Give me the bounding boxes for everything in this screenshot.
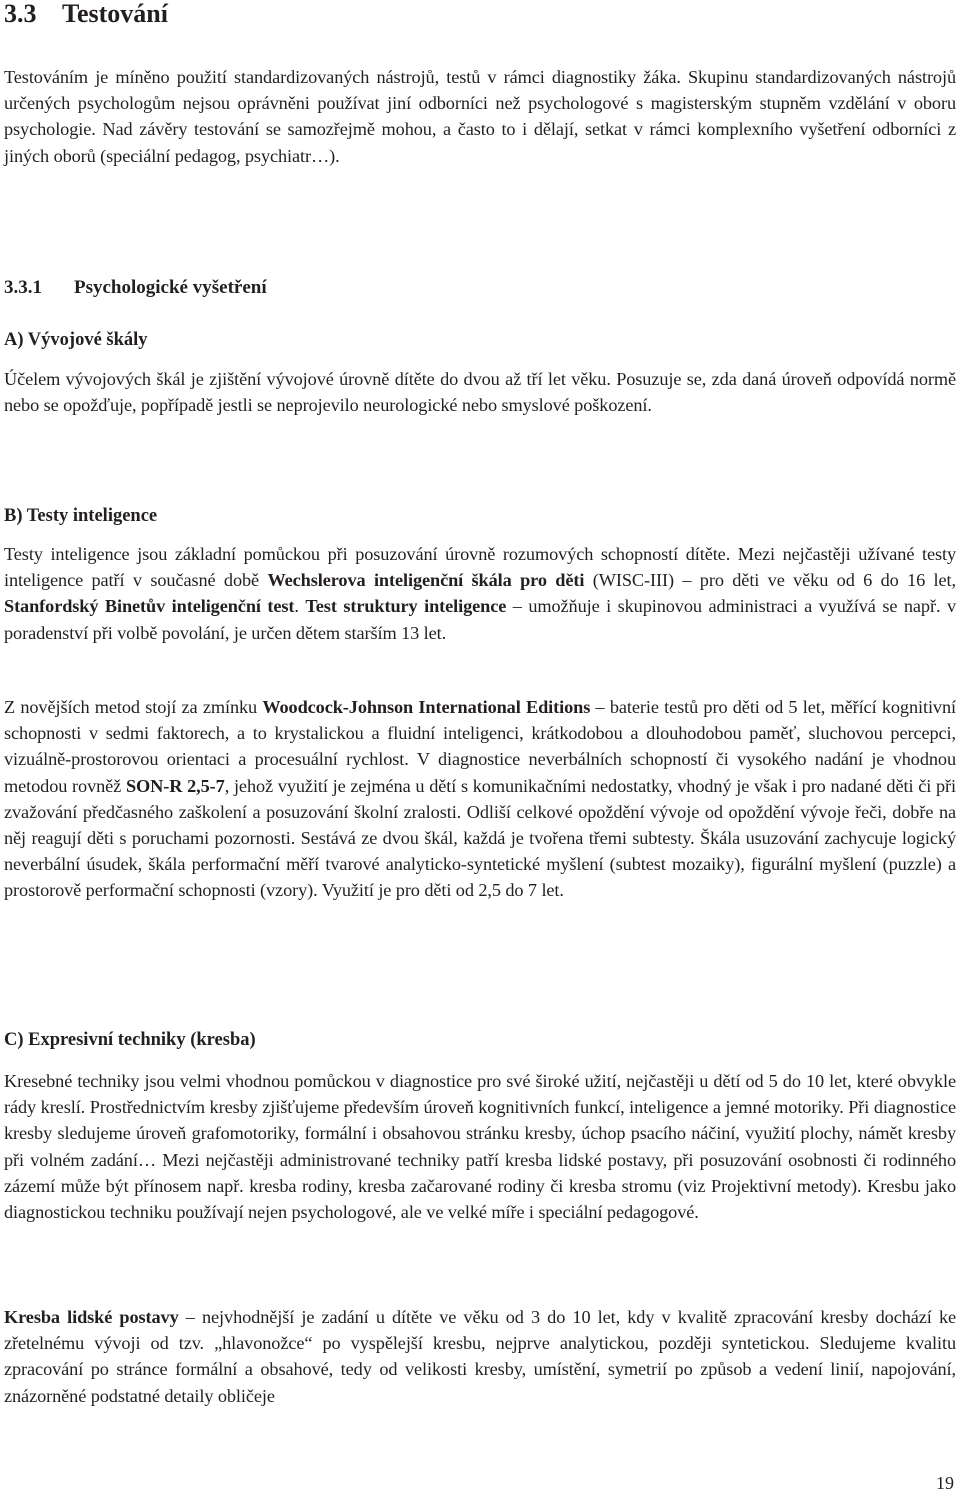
section-number: 3.3 xyxy=(4,0,37,28)
subsection-title: Psychologické vyšetření xyxy=(74,277,267,298)
subsection-number: 3.3.1 xyxy=(4,277,42,298)
section-title: Testování xyxy=(62,0,168,28)
wisc-name: Wechslerova inteligenční škála pro děti xyxy=(267,570,585,591)
heading-expressive-techniques: C) Expresivní techniky (kresba) xyxy=(4,1030,256,1050)
son-r-name: SON-R 2,5-7 xyxy=(125,775,225,796)
subsection-heading xyxy=(4,275,267,301)
expressive-techniques-paragraph-1: Kresebné techniky jsou velmi vhodnou pomůckou v diagnostice pro své široké užití, nejčastěji u dětí od 5 do 10 let, které obvykle rády kreslí. Prostřednictvím kresby zjišťujeme především úroveň kognitivních funkcí, inteligence a jemné motoriky. Při diagnostice kresby sledujeme úroveň grafomotoriky, formální i obsahovou stránku kresby, úchop psacího náčiní, využití plochy, námět kresby při volném zadání… Mezi nejčastěji administrované techniky patří kresba lidské postavy, při posuzování osobnosti či rodinného zázemí může být přínosem např. kresba rodiny, kresba začarované rodiny či kresba stromu (viz Projektivní metody). Kresbu jako diagnostickou techniku používají nejen psychologové, ale ve velké míře i speciální pedagogové. xyxy=(4,1071,956,1223)
human-figure-drawing-name: Kresba lidské postavy xyxy=(4,1307,179,1327)
page-number: 19 xyxy=(936,1473,954,1493)
intelligence-tests-paragraph-1: Testy inteligence jsou základní pomůckou při posuzování úrovně rozumových schopností dítěte. Mezi nejčastěji užívané testy inteligence patří v současné době Wechslerova inteligenční škála pro děti (WISC-III) – pro děti ve věku od 6 do 16 let, Stanfordský Binetův inteligenční test. Test struktury inteligence – umožňuje i skupinovou administraci a využívá se např. v poradenství při volbě povolání, je určen dětem starším 13 let. xyxy=(4,544,956,643)
developmental-scales-paragraph: Účelem vývojových škál je zjištění vývojové úrovně dítěte do dvou až tří let věku. Posuzuje se, zda daná úroveň odpovídá normě nebo se opožďuje, popřípadě jestli se neprojevilo neurologické nebo smyslové poškození. xyxy=(4,369,956,416)
intelligence-tests-paragraph-2: Z novějších metod stojí za zmínku Woodcock-Johnson International Editions – baterie testů pro děti od 5 let, měřící kognitivní schopnosti v sedmi faktorech, a to krystalickou a fluidní inteligenci, krátkodobou a dlouhodobou paměť, sluchovou percepci, vizuálně-prostorovou orientaci a procesuální rychlost. V diagnostice neverbálních schopností či vysokého nadání je vhodnou metodou rovněž SON-R 2,5-7, jehož využití je zejména u dětí s komunikačními nedostatky, vhodný je však i pro nadané děti či při zvažování předčasného zaškolení a posuzování školní zralosti. Odliší celkové opoždění vývoje od opoždění vývoje řeči, dobře na něj reagují děti s poruchami pozornosti. Sestává ze dvou škál, každá je tvořena třemi subtesty. Škála usuzování zachycuje logický neverbální úsudek, škála performační měří tvarové analyticko-syntetické myšlení (subtest mozaiky), figurální myšlení (puzzle) a prostorově performační schopnosti (vzory). Využití je pro děti od 2,5 do 7 let. xyxy=(4,697,956,901)
heading-intelligence-tests: B) Testy inteligence xyxy=(4,506,158,526)
woodcock-johnson-name: Woodcock-Johnson International Editions xyxy=(262,697,591,717)
stanford-binet-name: Stanfordský Binetův inteligenční test xyxy=(4,596,295,617)
intro-paragraph: Testováním je míněno použití standardizovaných nástrojů, testů v rámci diagnostiky žáka. Skupinu standardizovaných nástrojů určených psychologům nejsou oprávněni používat jiní odborníci než psychologové s magisterským stupněm vzdělání v oboru psychologie. Nad závěry testování se samozřejmě mohou, a často to i dělají, setkat v rámci komplexního vyšetření odborníci z jiných oborů (speciální pedagog, psychiatr…). xyxy=(4,67,956,166)
section-heading xyxy=(4,0,168,29)
structure-test-name: Test struktury inteligence xyxy=(305,596,507,617)
heading-developmental-scales: A) Vývojové škály xyxy=(4,330,148,350)
expressive-techniques-paragraph-2: Kresba lidské postavy – nejvhodnější je zadání u dítěte ve věku od 3 do 10 let, kdy v kvalitě zpracování kresby dochází ke zřetelnému vývoji od tzv. „hlavonožce“ po vyspělejší kresbu, nejprve analytickou, později syntetickou. Sledujeme kvalitu zpracování po stránce formální a obsahové, tedy od velikosti kresby, umístění, symetrií po způsob a vedení linií, napojování, znázorněné podstatné detaily obličeje xyxy=(4,1307,956,1406)
